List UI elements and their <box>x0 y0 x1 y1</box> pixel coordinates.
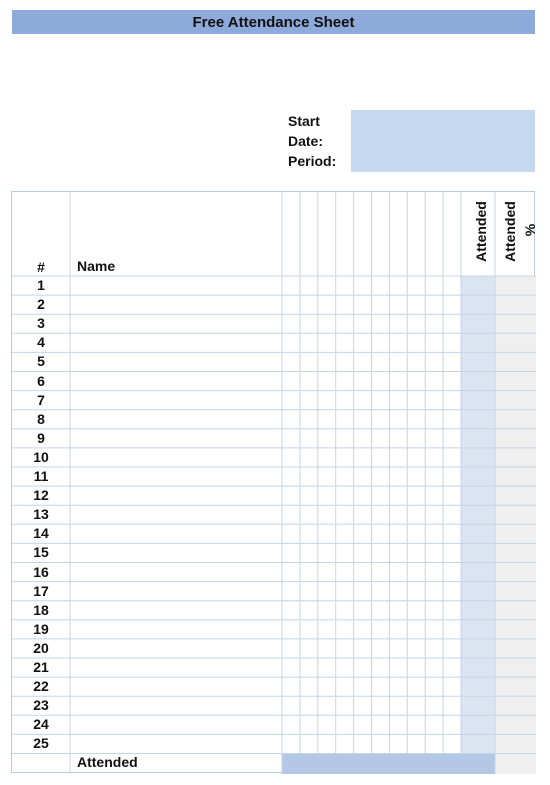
row-number: 4 <box>37 334 45 351</box>
row-number: 12 <box>33 487 49 504</box>
row-number: 18 <box>33 601 49 618</box>
row-number: 21 <box>33 659 49 675</box>
attendance-table <box>11 191 538 773</box>
attended-column-fill <box>461 276 495 754</box>
row-number: 14 <box>33 525 49 542</box>
row-number: 16 <box>33 563 49 580</box>
row-number: 1 <box>37 277 45 293</box>
row-number: 15 <box>33 544 49 561</box>
row-number: 22 <box>33 678 49 695</box>
row-number: 25 <box>33 735 49 752</box>
sheet-title: Free Attendance Sheet <box>12 10 535 34</box>
row-number: 6 <box>37 372 45 389</box>
header-attended-pct-line2: % <box>522 223 538 237</box>
row-number: 10 <box>33 448 49 465</box>
row-number: 3 <box>37 315 45 332</box>
table-grid-lines <box>12 192 536 774</box>
footer-total-bar <box>282 754 495 775</box>
percent-column-fill <box>495 276 536 774</box>
row-number: 24 <box>33 716 49 733</box>
header-name: Name <box>77 258 116 274</box>
row-number: 20 <box>33 639 49 656</box>
info-labels <box>288 111 350 171</box>
row-number: 13 <box>33 506 49 523</box>
row-number: 11 <box>33 468 49 484</box>
row-number: 23 <box>33 697 49 714</box>
row-number: 9 <box>37 429 45 446</box>
start-label: Start <box>288 113 320 129</box>
row-number: 5 <box>37 353 45 370</box>
row-number: 2 <box>37 296 45 313</box>
period-label: Period: <box>288 153 337 169</box>
header-number: # <box>37 259 45 275</box>
row-number: 7 <box>37 391 45 408</box>
date-label: Date: <box>288 133 324 149</box>
row-number: 19 <box>33 620 49 637</box>
header-attended: Attended <box>473 201 489 262</box>
start-date-period-field[interactable] <box>351 110 535 172</box>
header-attended-pct-line1: Attended <box>502 201 518 262</box>
footer-attended-label: Attended <box>77 754 138 770</box>
row-number: 17 <box>33 582 49 599</box>
row-number: 8 <box>37 410 45 427</box>
